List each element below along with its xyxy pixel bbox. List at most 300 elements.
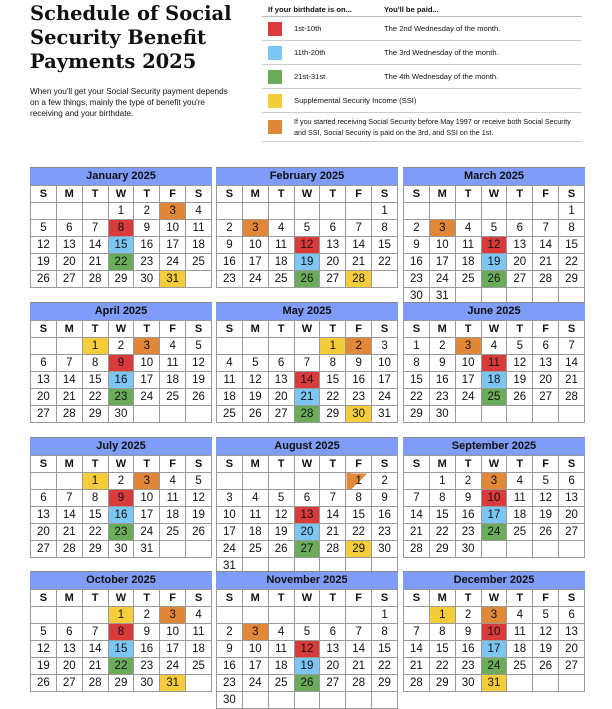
legend-row (262, 41, 582, 65)
weekday-header: S (217, 590, 243, 607)
day-cell: 18 (268, 254, 294, 271)
day-cell (31, 607, 57, 624)
payment-day-cell: 26 (481, 271, 507, 288)
day-cell: 30 (404, 288, 430, 305)
payment-day-cell: 27 (294, 541, 320, 558)
day-cell: 18 (455, 254, 481, 271)
day-cell (533, 203, 559, 220)
payment-day-cell: 12 (481, 237, 507, 254)
day-cell (217, 473, 243, 490)
day-cell: 26 (186, 389, 212, 406)
day-cell: 6 (56, 220, 82, 237)
payment-day-cell: 3 (455, 338, 481, 355)
day-cell (404, 607, 430, 624)
legend-description: The 4th Wednesday of the month. (384, 72, 499, 81)
day-cell (56, 473, 82, 490)
payment-day-cell: 1 (320, 338, 346, 355)
day-cell: 21 (404, 524, 430, 541)
legend-swatch (268, 120, 282, 134)
day-cell: 24 (217, 541, 243, 558)
payment-day-cell: 1 (82, 338, 108, 355)
payment-day-cell: 25 (481, 389, 507, 406)
day-cell: 24 (134, 389, 160, 406)
weekday-header: F (160, 321, 186, 338)
day-cell: 3 (372, 338, 398, 355)
day-cell: 23 (217, 675, 243, 692)
day-cell: 25 (268, 675, 294, 692)
day-cell: 2 (108, 338, 134, 355)
day-cell: 17 (134, 507, 160, 524)
day-cell: 1 (429, 473, 455, 490)
day-cell: 14 (82, 237, 108, 254)
day-cell: 13 (559, 624, 585, 641)
day-cell: 5 (481, 220, 507, 237)
day-cell (217, 338, 243, 355)
day-cell: 28 (56, 541, 82, 558)
weekday-header: S (31, 321, 57, 338)
day-cell (217, 607, 243, 624)
day-cell (242, 473, 268, 490)
weekday-header: T (320, 321, 346, 338)
weekday-header: T (320, 456, 346, 473)
day-cell: 16 (372, 507, 398, 524)
payment-day-cell: 21 (294, 389, 320, 406)
weekday-header: T (455, 590, 481, 607)
day-cell: 18 (268, 658, 294, 675)
day-cell (507, 203, 533, 220)
weekday-header: T (134, 186, 160, 203)
day-cell: 7 (533, 220, 559, 237)
day-cell: 9 (404, 237, 430, 254)
day-cell: 8 (372, 220, 398, 237)
day-cell (404, 473, 430, 490)
payment-day-cell: 12 (294, 237, 320, 254)
legend-birthdate-range: 11th-20th (294, 48, 326, 57)
day-cell: 2 (217, 624, 243, 641)
day-cell (346, 692, 372, 709)
legend-birthdate-range: 21st-31st (294, 72, 326, 81)
weekday-header: S (404, 321, 430, 338)
day-cell: 20 (320, 254, 346, 271)
day-cell: 1 (404, 338, 430, 355)
day-cell: 22 (82, 389, 108, 406)
day-cell (455, 203, 481, 220)
payment-day-cell: 3 (134, 338, 160, 355)
day-cell: 12 (507, 355, 533, 372)
day-cell: 13 (31, 507, 57, 524)
day-cell: 13 (31, 372, 57, 389)
day-cell: 27 (320, 675, 346, 692)
day-cell (186, 406, 212, 423)
day-cell: 5 (242, 355, 268, 372)
weekday-header: M (242, 186, 268, 203)
day-cell: 24 (242, 271, 268, 288)
month-calendar (403, 571, 585, 692)
day-cell: 5 (294, 624, 320, 641)
day-cell: 10 (242, 237, 268, 254)
weekday-header: S (217, 186, 243, 203)
day-cell: 10 (242, 641, 268, 658)
day-cell: 19 (507, 372, 533, 389)
payment-day-cell: 14 (294, 372, 320, 389)
day-cell: 27 (320, 271, 346, 288)
day-cell: 26 (242, 406, 268, 423)
day-cell: 23 (455, 524, 481, 541)
payment-day-cell: 15 (108, 237, 134, 254)
day-cell: 11 (507, 624, 533, 641)
day-cell: 29 (108, 675, 134, 692)
day-cell: 7 (404, 624, 430, 641)
day-cell: 13 (320, 641, 346, 658)
day-cell (268, 203, 294, 220)
day-cell: 26 (533, 658, 559, 675)
day-cell: 25 (242, 541, 268, 558)
day-cell: 30 (134, 271, 160, 288)
weekday-header: S (217, 321, 243, 338)
weekday-header: T (507, 456, 533, 473)
day-cell: 8 (82, 490, 108, 507)
payment-day-cell: 12 (294, 641, 320, 658)
day-cell: 5 (533, 607, 559, 624)
day-cell: 2 (455, 607, 481, 624)
day-cell: 9 (455, 490, 481, 507)
payment-day-cell: 3 (160, 607, 186, 624)
day-cell (346, 203, 372, 220)
payment-day-cell: 31 (481, 675, 507, 692)
day-cell: 15 (346, 507, 372, 524)
day-cell: 11 (455, 237, 481, 254)
weekday-header: M (242, 456, 268, 473)
weekday-header: F (160, 186, 186, 203)
day-cell: 27 (31, 406, 57, 423)
day-cell (559, 406, 585, 423)
payment-day-cell: 10 (481, 624, 507, 641)
day-cell: 7 (320, 490, 346, 507)
day-cell: 25 (160, 524, 186, 541)
payment-day-cell: 9 (108, 490, 134, 507)
day-cell (481, 203, 507, 220)
day-cell: 22 (320, 389, 346, 406)
day-cell: 12 (268, 507, 294, 524)
day-cell: 7 (346, 624, 372, 641)
day-cell: 16 (134, 641, 160, 658)
day-cell: 1 (559, 203, 585, 220)
weekday-header: S (186, 186, 212, 203)
day-cell (320, 203, 346, 220)
payment-day-cell: 3 (429, 220, 455, 237)
weekday-header: T (455, 321, 481, 338)
day-cell: 19 (186, 372, 212, 389)
weekday-header: W (108, 456, 134, 473)
day-cell: 18 (507, 641, 533, 658)
day-cell (160, 406, 186, 423)
day-cell: 23 (404, 271, 430, 288)
day-cell (31, 338, 57, 355)
day-cell: 18 (242, 524, 268, 541)
weekday-header: T (134, 321, 160, 338)
day-cell: 5 (31, 624, 57, 641)
day-cell: 15 (82, 372, 108, 389)
weekday-header: T (268, 186, 294, 203)
day-cell: 12 (533, 624, 559, 641)
day-cell: 14 (404, 507, 430, 524)
weekday-header: S (559, 321, 585, 338)
day-cell: 5 (186, 338, 212, 355)
day-cell: 8 (429, 490, 455, 507)
payment-day-cell: 8 (108, 220, 134, 237)
day-cell (320, 607, 346, 624)
weekday-header: S (559, 590, 585, 607)
weekday-header: M (56, 590, 82, 607)
day-cell: 6 (56, 624, 82, 641)
day-cell: 17 (429, 254, 455, 271)
day-cell: 17 (160, 641, 186, 658)
weekday-header: M (242, 321, 268, 338)
day-cell: 27 (268, 406, 294, 423)
day-cell (294, 607, 320, 624)
day-cell (533, 406, 559, 423)
weekday-header: F (346, 590, 372, 607)
day-cell: 18 (160, 507, 186, 524)
day-cell (268, 607, 294, 624)
payment-day-cell: 2 (346, 338, 372, 355)
legend-row (262, 65, 582, 89)
day-cell: 8 (82, 355, 108, 372)
day-cell: 22 (404, 389, 430, 406)
day-cell: 20 (31, 524, 57, 541)
day-cell: 5 (507, 338, 533, 355)
payment-day-cell: 1 (108, 607, 134, 624)
month-title: June 2025 (403, 303, 585, 320)
payment-day-cell: 3 (242, 220, 268, 237)
day-cell: 6 (31, 490, 57, 507)
day-cell: 14 (533, 237, 559, 254)
day-cell: 24 (455, 389, 481, 406)
day-cell: 27 (31, 541, 57, 558)
day-cell: 9 (429, 355, 455, 372)
day-cell: 31 (372, 406, 398, 423)
day-cell: 20 (56, 658, 82, 675)
day-cell: 2 (134, 607, 160, 624)
weekday-header: T (507, 590, 533, 607)
weekday-header: W (108, 321, 134, 338)
day-cell: 13 (559, 490, 585, 507)
day-cell: 11 (160, 490, 186, 507)
month-calendar (216, 167, 398, 288)
payment-day-cell: 28 (346, 271, 372, 288)
day-cell: 30 (108, 541, 134, 558)
legend-row (262, 89, 582, 113)
weekday-header: S (559, 186, 585, 203)
day-cell: 15 (372, 641, 398, 658)
day-cell: 30 (134, 675, 160, 692)
day-cell: 24 (134, 524, 160, 541)
weekday-header: S (372, 186, 398, 203)
day-cell: 13 (268, 372, 294, 389)
weekday-header: T (268, 590, 294, 607)
day-cell: 20 (56, 254, 82, 271)
payment-day-cell: 31 (160, 675, 186, 692)
day-cell: 1 (372, 607, 398, 624)
weekday-header: M (429, 590, 455, 607)
day-cell (372, 271, 398, 288)
day-cell: 6 (507, 220, 533, 237)
day-cell: 2 (455, 473, 481, 490)
day-cell: 15 (429, 507, 455, 524)
weekday-header: T (455, 186, 481, 203)
day-cell: 27 (559, 658, 585, 675)
day-cell: 28 (346, 675, 372, 692)
payment-day-cell: 3 (481, 607, 507, 624)
legend-swatch (268, 46, 282, 60)
legend-header-paid: You'll be paid... (384, 4, 439, 14)
day-cell: 8 (372, 624, 398, 641)
day-cell (507, 541, 533, 558)
payment-day-cell: 17 (481, 507, 507, 524)
weekday-header: S (404, 186, 430, 203)
day-cell: 1 (372, 203, 398, 220)
day-cell: 21 (346, 254, 372, 271)
day-cell: 15 (404, 372, 430, 389)
weekday-header: W (481, 321, 507, 338)
day-cell: 17 (455, 372, 481, 389)
legend-description: Supplemental Security Income (SSI) (294, 96, 417, 105)
day-cell: 20 (559, 641, 585, 658)
weekday-header: S (404, 456, 430, 473)
day-cell: 21 (559, 372, 585, 389)
day-cell: 15 (372, 237, 398, 254)
day-cell: 14 (56, 372, 82, 389)
legend-description: The 2nd Wednesday of the month. (384, 24, 501, 33)
day-cell: 13 (533, 355, 559, 372)
weekday-header: T (134, 590, 160, 607)
day-cell: 6 (559, 473, 585, 490)
weekday-header: T (82, 321, 108, 338)
day-cell: 15 (429, 641, 455, 658)
day-cell: 21 (82, 658, 108, 675)
day-cell: 25 (507, 524, 533, 541)
day-cell (82, 203, 108, 220)
day-cell: 11 (217, 372, 243, 389)
legend-swatch (268, 94, 282, 108)
legend-description: If you started receiving Social Security before May 1997 or receive both Social Security and SSI, Social Security is paid on the 3rd, and SSI on the 1st. (294, 117, 571, 137)
day-cell: 21 (56, 389, 82, 406)
day-cell (242, 692, 268, 709)
day-cell: 31 (134, 541, 160, 558)
day-cell: 28 (559, 389, 585, 406)
day-cell: 11 (186, 624, 212, 641)
day-cell: 2 (134, 203, 160, 220)
day-cell: 10 (134, 490, 160, 507)
month-title: September 2025 (403, 438, 585, 455)
day-cell: 14 (346, 641, 372, 658)
day-cell: 29 (82, 406, 108, 423)
month-title: February 2025 (216, 168, 398, 185)
day-cell: 22 (346, 524, 372, 541)
day-cell: 26 (268, 541, 294, 558)
payment-day-cell: 1 (346, 473, 372, 490)
day-cell: 21 (56, 524, 82, 541)
day-cell: 29 (429, 675, 455, 692)
day-cell: 12 (186, 355, 212, 372)
day-cell: 13 (56, 641, 82, 658)
day-cell: 16 (404, 254, 430, 271)
day-cell (56, 607, 82, 624)
day-cell: 10 (160, 220, 186, 237)
day-cell: 10 (160, 624, 186, 641)
payment-day-cell: 3 (481, 473, 507, 490)
payment-day-cell: 20 (294, 524, 320, 541)
legend-swatch (268, 22, 282, 36)
weekday-header: W (108, 186, 134, 203)
month-calendar (216, 302, 398, 423)
day-cell: 5 (186, 473, 212, 490)
day-cell: 22 (429, 524, 455, 541)
day-cell: 4 (455, 220, 481, 237)
month-title: December 2025 (403, 572, 585, 589)
day-cell (31, 473, 57, 490)
legend-description: The 3rd Wednesday of the month. (384, 48, 499, 57)
page-title: Schedule of Social Security Benefit Payments 2025 (30, 2, 232, 73)
day-cell: 4 (242, 490, 268, 507)
day-cell: 24 (429, 271, 455, 288)
day-cell: 29 (108, 271, 134, 288)
day-cell: 6 (320, 624, 346, 641)
legend-header-birthdate: If your birthdate is on... (268, 4, 352, 14)
payment-day-cell: 9 (108, 355, 134, 372)
day-cell: 14 (559, 355, 585, 372)
day-cell: 27 (56, 675, 82, 692)
payment-day-cell: 26 (294, 675, 320, 692)
weekday-header: S (186, 456, 212, 473)
day-cell: 24 (242, 675, 268, 692)
day-cell: 7 (294, 355, 320, 372)
day-cell: 4 (186, 607, 212, 624)
legend-row (262, 17, 582, 41)
day-cell (242, 338, 268, 355)
day-cell: 11 (160, 355, 186, 372)
day-cell (429, 203, 455, 220)
day-cell: 27 (507, 271, 533, 288)
day-cell: 10 (134, 355, 160, 372)
payment-day-cell: 16 (108, 372, 134, 389)
day-cell: 7 (404, 490, 430, 507)
month-calendar (403, 167, 585, 305)
weekday-header: S (372, 321, 398, 338)
day-cell (455, 406, 481, 423)
month-calendar (216, 571, 398, 709)
day-cell: 2 (372, 473, 398, 490)
month-calendar (216, 437, 398, 575)
day-cell: 9 (346, 355, 372, 372)
day-cell: 17 (134, 372, 160, 389)
day-cell: 14 (404, 641, 430, 658)
day-cell: 4 (481, 338, 507, 355)
day-cell (186, 541, 212, 558)
day-cell: 16 (346, 372, 372, 389)
day-cell: 16 (134, 237, 160, 254)
day-cell: 8 (346, 490, 372, 507)
day-cell: 20 (320, 658, 346, 675)
day-cell: 8 (320, 355, 346, 372)
day-cell: 22 (372, 658, 398, 675)
day-cell: 24 (160, 254, 186, 271)
day-cell: 8 (404, 355, 430, 372)
payment-day-cell: 3 (242, 624, 268, 641)
day-cell: 25 (455, 271, 481, 288)
weekday-header: M (56, 321, 82, 338)
day-cell (160, 541, 186, 558)
